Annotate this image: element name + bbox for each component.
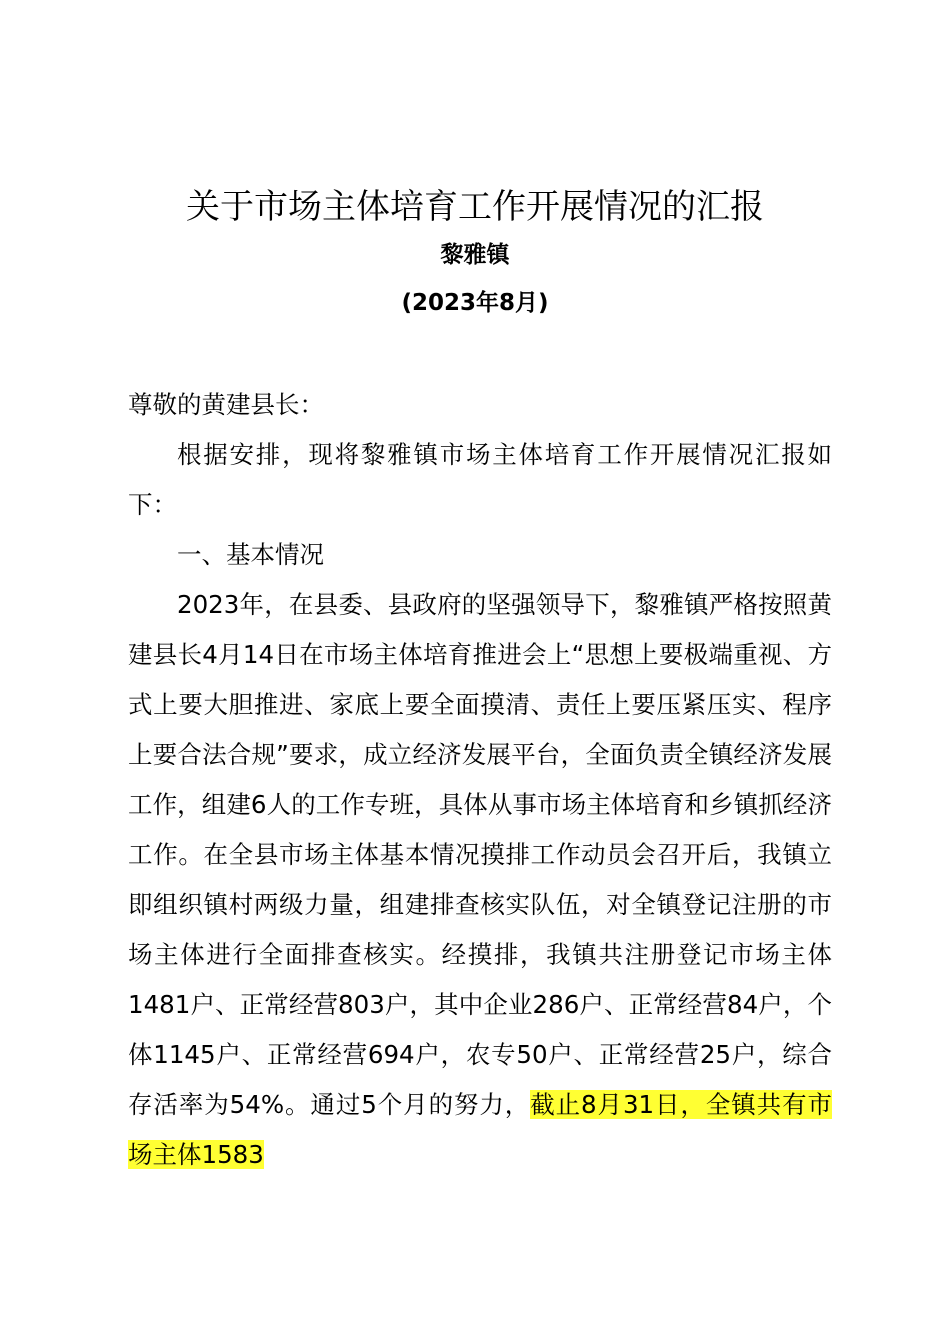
paragraph-text: 2023年，在县委、县政府的坚强领导下，黎雅镇严格按照黄建县长4月14日在市场主体培育推进会上“思想上要极端重视、方式上要大胆推进、家底上要全面摸清、责任上要压紧压实、程序上要合法合规”要求，成立经济发展平台，全面负责全镇经济发展工作，组建6人的工作专班，具体从事市场主体培育和乡镇抓经济工作。在全县市场主体基本情况摸排工作动员会召开后，我镇立即组织镇村两级力量，组建排查核实队伍，对全镇登记注册的市场主体进行全面排查核实。经摸排，我镇共注册登记市场主体1481户、正常经营803户，其中企业286户、正常经营84户，个体1145户、正常经营694户，农专50户、正常经营25户，综合存活率为54%。通过5个月的努力， <box>128 590 832 1119</box>
section-heading: 一、基本情况 <box>177 540 324 569</box>
document-title: 关于市场主体培育工作开展情况的汇报 <box>186 187 764 227</box>
salutation: 尊敬的黄建县长： <box>128 390 324 419</box>
document-date: (2023年8月) <box>401 290 549 316</box>
intro-paragraph: 根据安排，现将黎雅镇市场主体培育工作开展情况汇报如下： <box>128 440 832 519</box>
document-body <box>128 380 832 1180</box>
body-paragraph <box>128 580 832 1180</box>
document-org: 黎雅镇 <box>440 242 510 268</box>
highlighted-text: 截止8月31日，全镇共有市场主体1583 <box>128 1090 833 1169</box>
